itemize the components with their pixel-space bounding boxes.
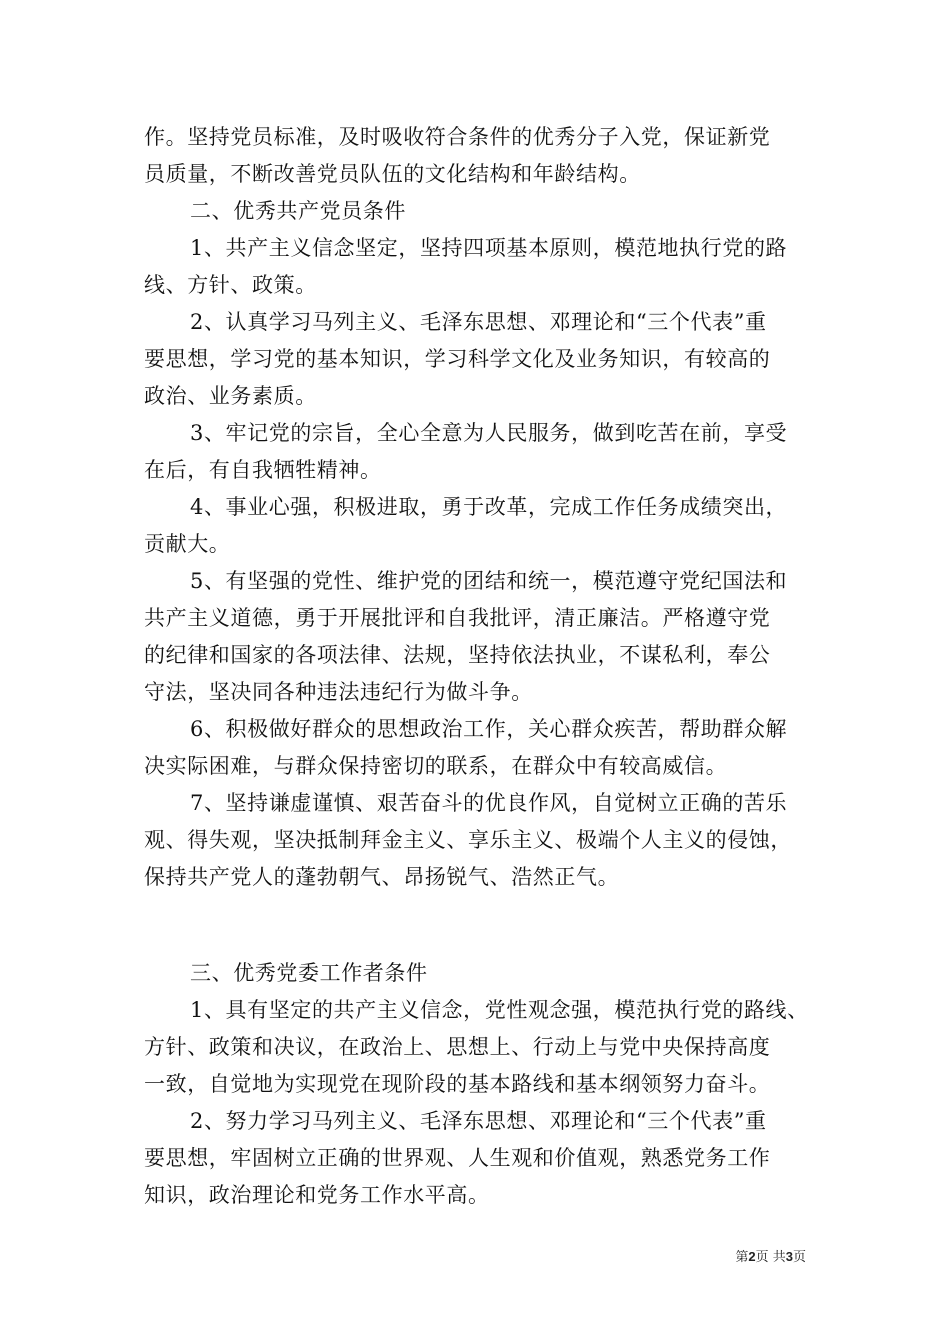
text-line: 守法，坚决同各种违法违纪行为做斗争。 [144,680,533,704]
section-heading: 二、优秀共产党员条件 [190,199,406,223]
text-line: 贡献大。 [144,532,231,556]
text-line: 7、坚持谦虚谨慎、艰苦奋斗的优良作风，自觉树立正确的苦乐 [190,791,788,815]
footer-middle: 页 共 [755,1250,786,1265]
text-line: 一致，自觉地为实现党在现阶段的基本路线和基本纲领努力奋斗。 [144,1072,771,1096]
text-line: 6、积极做好群众的思想政治工作，关心群众疾苦，帮助群众解 [190,717,788,741]
text-line: 共产主义道德，勇于开展批评和自我批评，清正廉洁。严格遵守党 [144,606,771,630]
text-line: 观、得失观，坚决抵制拜金主义、享乐主义、极端个人主义的侵蚀， [144,828,792,852]
section-heading: 三、优秀党委工作者条件 [190,961,428,985]
text-line: 作。坚持党员标准，及时吸收符合条件的优秀分子入党，保证新党 [144,125,771,149]
text-line: 1、具有坚定的共产主义信念，党性观念强，模范执行党的路线、 [190,998,809,1022]
text-line: 2、努力学习马列主义、毛泽东思想、邓理论和“三个代表”重 [190,1109,767,1133]
text-line: 5、有坚强的党性、维护党的团结和统一，模范遵守党纪国法和 [190,569,788,593]
text-line: 4、事业心强，积极进取，勇于改革，完成工作任务成绩突出， [190,495,788,519]
footer-suffix: 页 [792,1250,806,1265]
page-number-footer [0,1248,806,1267]
text-line: 保持共产党人的蓬勃朝气、昂扬锐气、浩然正气。 [144,865,620,889]
text-line: 方针、政策和决议，在政治上、思想上、行动上与党中央保持高度 [144,1035,771,1059]
text-line: 政治、业务素质。 [144,384,317,408]
text-line: 员质量，不断改善党员队伍的文化结构和年龄结构。 [144,162,641,186]
text-line: 知识，政治理论和党务工作水平高。 [144,1183,490,1207]
total-page-number: 3 [785,1249,793,1264]
text-line: 线、方针、政策。 [144,273,317,297]
text-line: 1、共产主义信念坚定，坚持四项基本原则，模范地执行党的路 [190,236,788,260]
text-line: 决实际困难，与群众保持密切的联系，在群众中有较高威信。 [144,754,728,778]
current-page-number: 2 [748,1249,756,1264]
footer-prefix: 第 [735,1250,749,1265]
text-line: 要思想，学习党的基本知识，学习科学文化及业务知识，有较高的 [144,347,771,371]
text-line: 2、认真学习马列主义、毛泽东思想、邓理论和“三个代表”重 [190,310,767,334]
text-line: 要思想，牢固树立正确的世界观、人生观和价值观，熟悉党务工作 [144,1146,771,1170]
text-line: 在后，有自我牺牲精神。 [144,458,382,482]
text-line: 3、牢记党的宗旨，全心全意为人民服务，做到吃苦在前，享受 [190,421,788,445]
text-line: 的纪律和国家的各项法律、法规，坚持依法执业，不谋私利，奉公 [144,643,771,667]
